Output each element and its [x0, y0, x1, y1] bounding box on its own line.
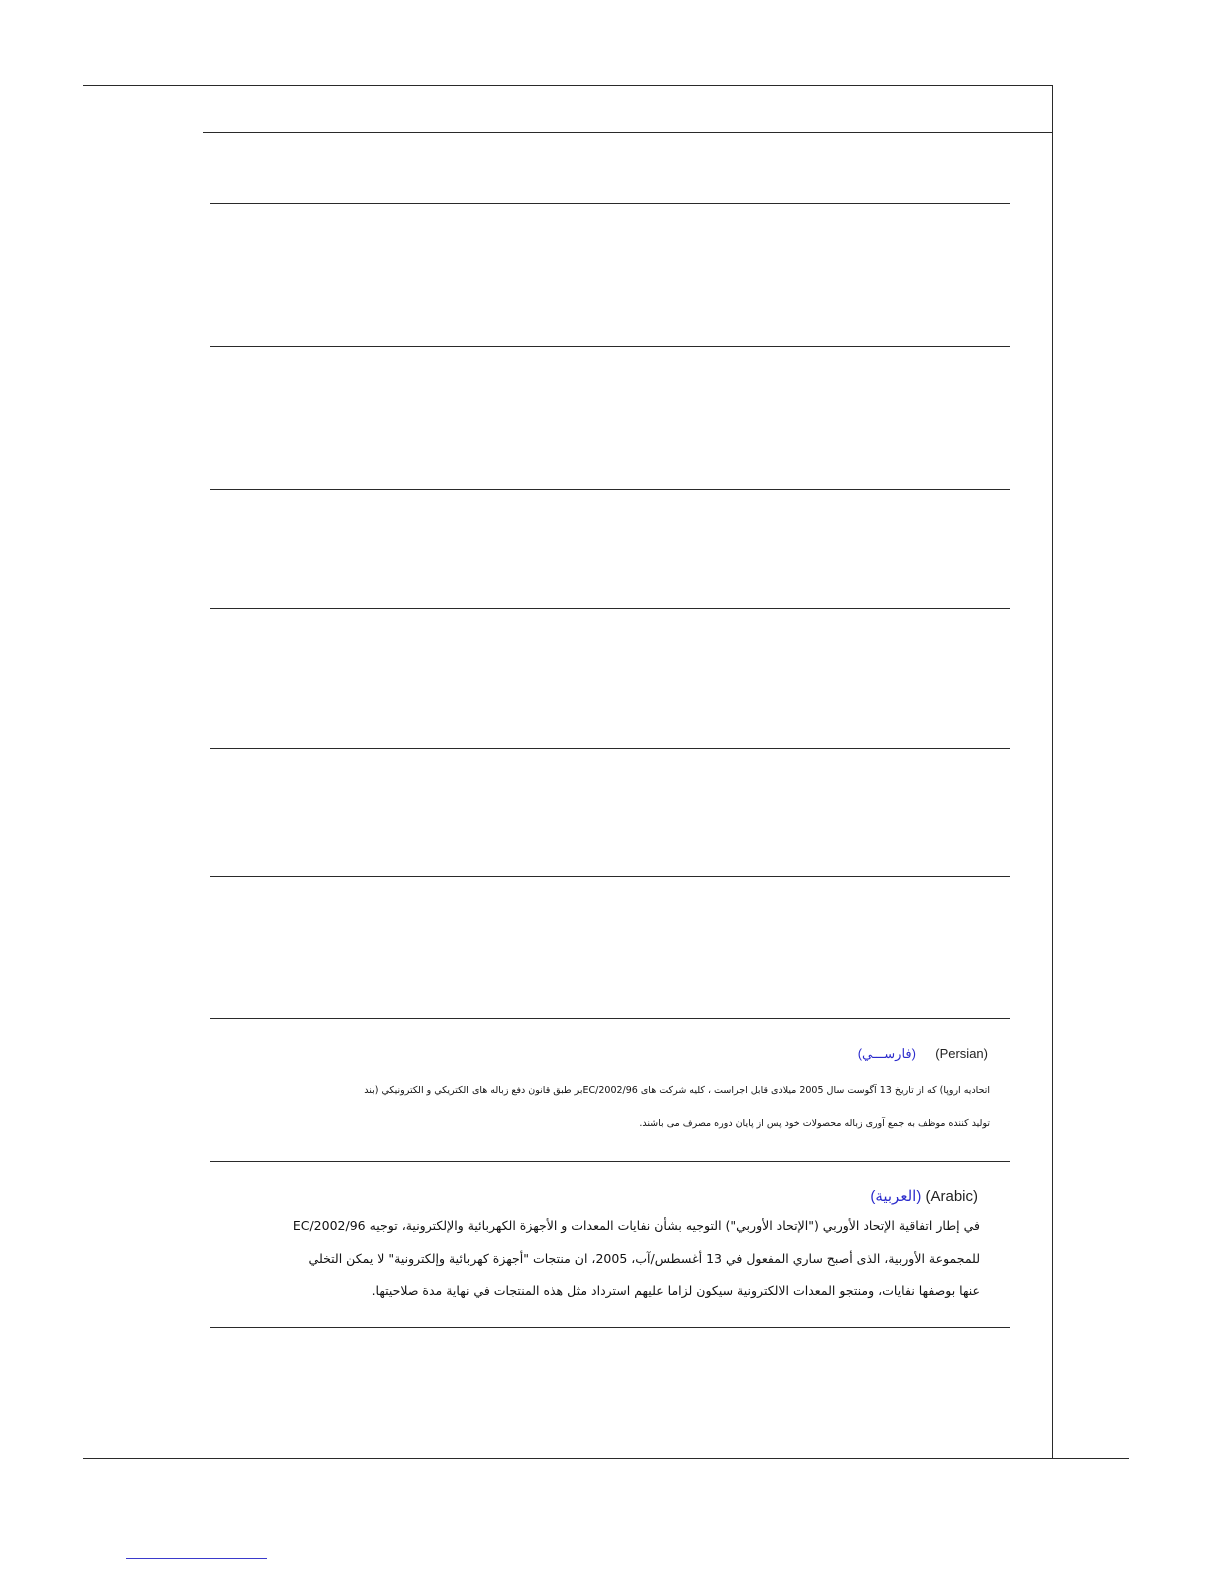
arabic-heading: [870, 1187, 978, 1205]
table-row-divider: [210, 748, 1010, 749]
footer-link-underline[interactable]: [126, 1558, 267, 1559]
page-frame-right-rule: [1052, 85, 1053, 1458]
persian-heading: [858, 1046, 988, 1062]
table-row-divider: [210, 203, 1010, 204]
table-row-divider: [210, 1327, 1010, 1328]
persian-paragraph-line-2: توليد كننده موظف به جمع آوری زباله محصولات خود پس از پايان دوره مصرف می باشند.: [639, 1118, 990, 1129]
arabic-native-name: (العربية): [870, 1188, 922, 1205]
persian-english-name: (Persian): [935, 1046, 988, 1061]
arabic-paragraph-line-3: عنها بوصفها نفايات، ومنتجو المعدات الالكترونية سيكون لزاما عليهم استرداد مثل هذه المنتجات في نهاية مدة صلاحيتها.: [371, 1283, 980, 1298]
persian-paragraph-line-1: اتحاديه اروپا) كه از تاريخ 13 آگوست سال 2005 ميلادی قابل اجراست ، كليه شركت های 2002/96/ECبر طبق قانون دفع زباله های الكتريكي و الكترونيكي (بند: [364, 1085, 990, 1096]
table-row-divider: [210, 876, 1010, 877]
table-row-divider: [210, 346, 1010, 347]
table-row-divider: [210, 608, 1010, 609]
header-inner-rule: [203, 132, 1053, 133]
persian-native-name: (فارســـي): [857, 1046, 916, 1061]
table-row-divider: [210, 489, 1010, 490]
page-frame-bottom-rule: [83, 1458, 1129, 1459]
arabic-paragraph-line-1: في إطار اتفاقية الإتحاد الأوربي ("الإتحاد الأوربي") التوجيه بشأن نفايات المعدات و الأجهزة الكهربائية والإلكترونية، توجيه 2002/96/EC: [292, 1218, 980, 1233]
arabic-english-name: (Arabic): [925, 1188, 978, 1205]
persian-section: [210, 1019, 1010, 1161]
arabic-paragraph-line-2: للمجموعة الأوربية، الذى أصبح ساري المفعول في 13 أغسطس/آب، 2005، ان منتجات "أجهزة كهربائية وإلكترونية" لا يمكن التخلي: [308, 1251, 980, 1266]
page-frame-top-rule: [83, 85, 1053, 86]
arabic-section: [210, 1162, 1010, 1327]
